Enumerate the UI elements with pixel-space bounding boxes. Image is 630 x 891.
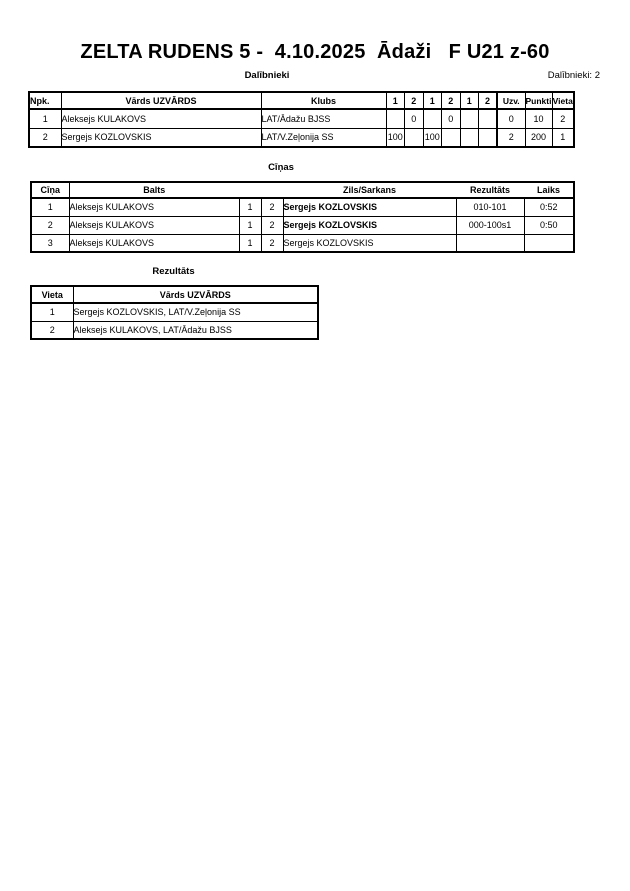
header-round-4: 2 — [442, 92, 461, 109]
cell-npk: 2 — [29, 128, 61, 147]
cell-score — [479, 109, 498, 128]
cell-place: 2 — [31, 321, 73, 339]
results-header-row — [31, 286, 318, 303]
cell-blue-name: Sergejs KOZLOVSKIS — [283, 234, 456, 252]
cell-blue-name: Sergejs KOZLOVSKIS — [283, 216, 456, 234]
cell-time — [524, 234, 574, 252]
fight-row — [31, 234, 574, 252]
cell-club: LAT/V.Zeļonija SS — [261, 128, 386, 147]
header-round-6: 2 — [479, 92, 498, 109]
cell-score — [460, 109, 479, 128]
participants-header-row — [29, 92, 574, 109]
header-time: Laiks — [524, 182, 574, 198]
cell-result: 000-100s1 — [456, 216, 524, 234]
header-fight: Cīņa — [31, 182, 69, 198]
cell-club: LAT/Ādažu BJSS — [261, 109, 386, 128]
results-section-label: Rezultāts — [152, 266, 195, 277]
header-round-2: 2 — [405, 92, 424, 109]
cell-score — [442, 128, 461, 147]
cell-points: 10 — [525, 109, 552, 128]
cell-score: 100 — [386, 128, 405, 147]
header-points: Punkti — [525, 92, 552, 109]
participants-section-label: Dalībnieki — [244, 70, 290, 81]
cell-white-name: Aleksejs KULAKOVS — [69, 234, 239, 252]
cell-white-name: Aleksejs KULAKOVS — [69, 216, 239, 234]
cell-blue-number: 2 — [261, 216, 283, 234]
cell-score — [405, 128, 424, 147]
results-table — [30, 285, 319, 340]
cell-white-number: 1 — [239, 216, 261, 234]
participants-table — [28, 91, 575, 148]
cell-score: 0 — [405, 109, 424, 128]
result-row — [31, 321, 318, 339]
header-round-1: 1 — [386, 92, 405, 109]
header-name: Vārds UZVĀRDS — [61, 92, 261, 109]
header-blue-number — [261, 182, 283, 198]
cell-fight-number: 1 — [31, 198, 69, 216]
cell-score: 100 — [423, 128, 442, 147]
header-club: Klubs — [261, 92, 386, 109]
fight-row — [31, 198, 574, 216]
cell-white-number: 1 — [239, 234, 261, 252]
cell-name: Sergejs KOZLOVSKIS, LAT/V.Zeļonija SS — [73, 303, 318, 321]
cell-blue-number: 2 — [261, 198, 283, 216]
header-round-3: 1 — [423, 92, 442, 109]
header-result: Rezultāts — [456, 182, 524, 198]
cell-wins: 0 — [497, 109, 525, 128]
cell-place: 1 — [31, 303, 73, 321]
cell-result: 010-101 — [456, 198, 524, 216]
result-row — [31, 303, 318, 321]
cell-fight-number: 3 — [31, 234, 69, 252]
cell-score — [460, 128, 479, 147]
fight-row — [31, 216, 574, 234]
participant-row — [29, 109, 574, 128]
cell-name: Aleksejs KULAKOVS, LAT/Ādažu BJSS — [73, 321, 318, 339]
participant-row — [29, 128, 574, 147]
fights-header-row — [31, 182, 574, 198]
cell-white-name: Aleksejs KULAKOVS — [69, 198, 239, 216]
fights-section-label: Cīņas — [268, 162, 294, 173]
cell-fight-number: 2 — [31, 216, 69, 234]
cell-score: 0 — [442, 109, 461, 128]
fights-table — [30, 181, 575, 253]
cell-place: 2 — [552, 109, 574, 128]
header-blue: Zils/Sarkans — [283, 182, 456, 198]
cell-place: 1 — [552, 128, 574, 147]
header-place: Vieta — [552, 92, 574, 109]
cell-name: Aleksejs KULAKOVS — [61, 109, 261, 128]
cell-blue-number: 2 — [261, 234, 283, 252]
header-white-number — [239, 182, 261, 198]
cell-blue-name: Sergejs KOZLOVSKIS — [283, 198, 456, 216]
cell-score — [479, 128, 498, 147]
cell-wins: 2 — [497, 128, 525, 147]
header-white: Balts — [69, 182, 239, 198]
cell-npk: 1 — [29, 109, 61, 128]
header-place: Vieta — [31, 286, 73, 303]
header-name: Vārds UZVĀRDS — [73, 286, 318, 303]
cell-time: 0:52 — [524, 198, 574, 216]
participants-count: Dalībnieki: 2 — [547, 70, 600, 81]
header-round-5: 1 — [460, 92, 479, 109]
cell-points: 200 — [525, 128, 552, 147]
cell-time: 0:50 — [524, 216, 574, 234]
cell-white-number: 1 — [239, 198, 261, 216]
cell-name: Sergejs KOZLOVSKIS — [61, 128, 261, 147]
page-title: ZELTA RUDENS 5 - 4.10.2025 Ādaži F U21 z-60 — [80, 41, 550, 63]
cell-score — [423, 109, 442, 128]
cell-score — [386, 109, 405, 128]
header-npk: Npk. — [29, 92, 61, 109]
header-wins: Uzv. — [497, 92, 525, 109]
cell-result — [456, 234, 524, 252]
